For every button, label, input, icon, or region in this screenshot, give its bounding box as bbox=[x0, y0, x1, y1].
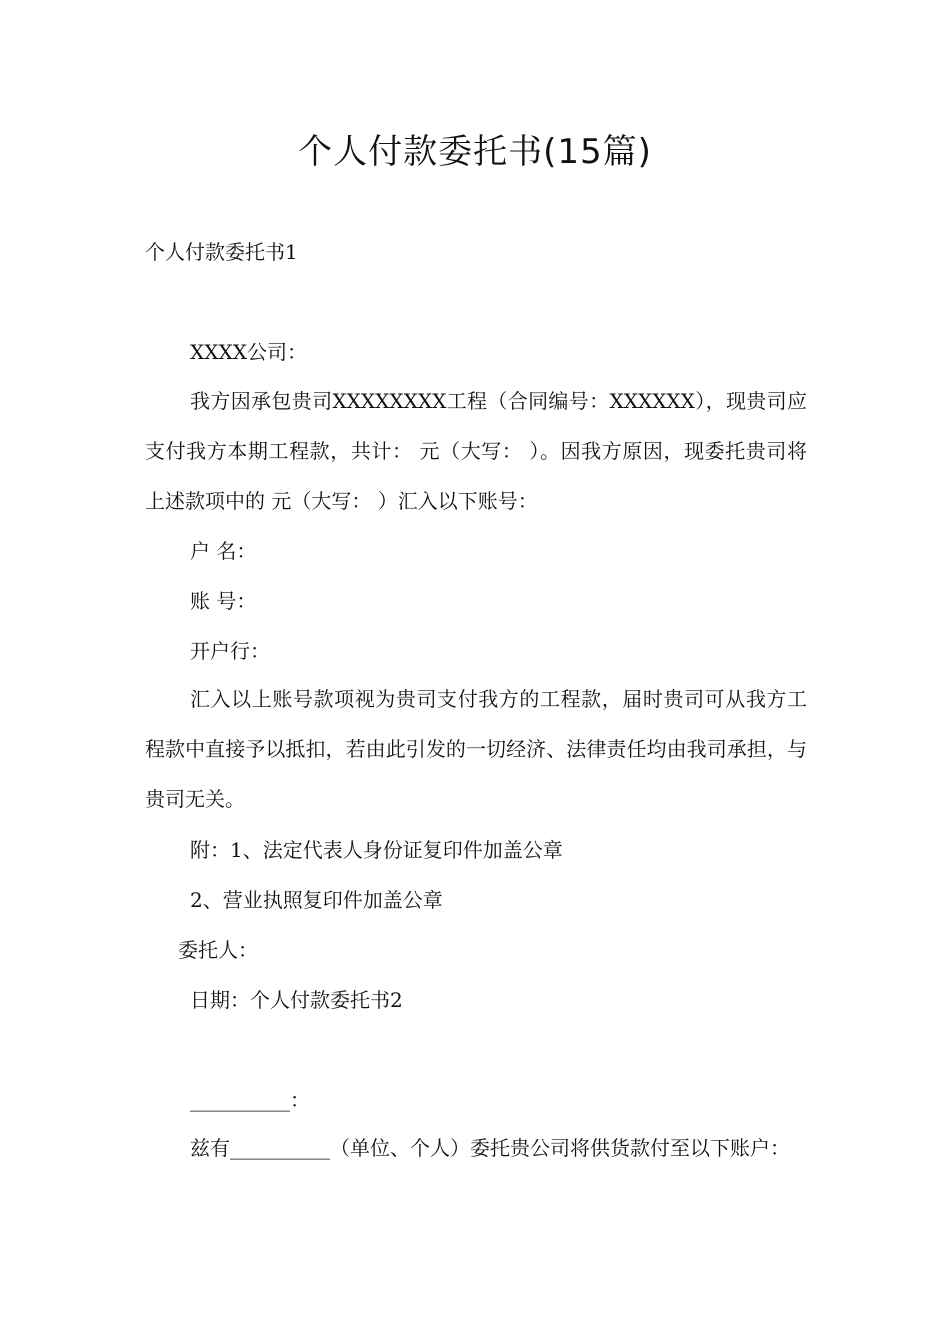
paragraph-entrust: 兹有__________（单位、个人）委托贵公司将供货款付至以下账户： bbox=[190, 1136, 790, 1160]
paragraph-liability: 汇入以上账号款项视为贵司支付我方的工程款，届时贵司可从我方工程款中直接予以抵扣，若由此引发的一切经济、法律责任均由我司承担，与贵司无关。 bbox=[145, 687, 807, 811]
account-name-field: 户 名： bbox=[190, 539, 257, 563]
salutation-blank: __________： bbox=[190, 1088, 310, 1112]
section-heading-1: 个人付款委托书1 bbox=[145, 240, 298, 264]
paragraph-request: 我方因承包贵司XXXXXXXX工程（合同编号：XXXXXX），现贵司应支付我方本期工程款，共计： 元（大写： ）。因我方原因，现委托贵司将上述款项中的 元（大写： ）汇入以下账号： bbox=[145, 389, 807, 513]
bank-field: 开户行： bbox=[190, 639, 270, 663]
attachment-item-1: 附：1、法定代表人身份证复印件加盖公章 bbox=[190, 838, 563, 862]
document-title: 个人付款委托书(15篇) bbox=[298, 132, 652, 172]
account-number-field: 账 号： bbox=[190, 589, 257, 613]
attachment-item-2: 2、营业执照复印件加盖公章 bbox=[190, 888, 443, 912]
principal-signature-line: 委托人： bbox=[178, 938, 258, 962]
salutation: XXXX公司： bbox=[190, 340, 307, 364]
date-line: 日期：个人付款委托书2 bbox=[190, 988, 403, 1012]
